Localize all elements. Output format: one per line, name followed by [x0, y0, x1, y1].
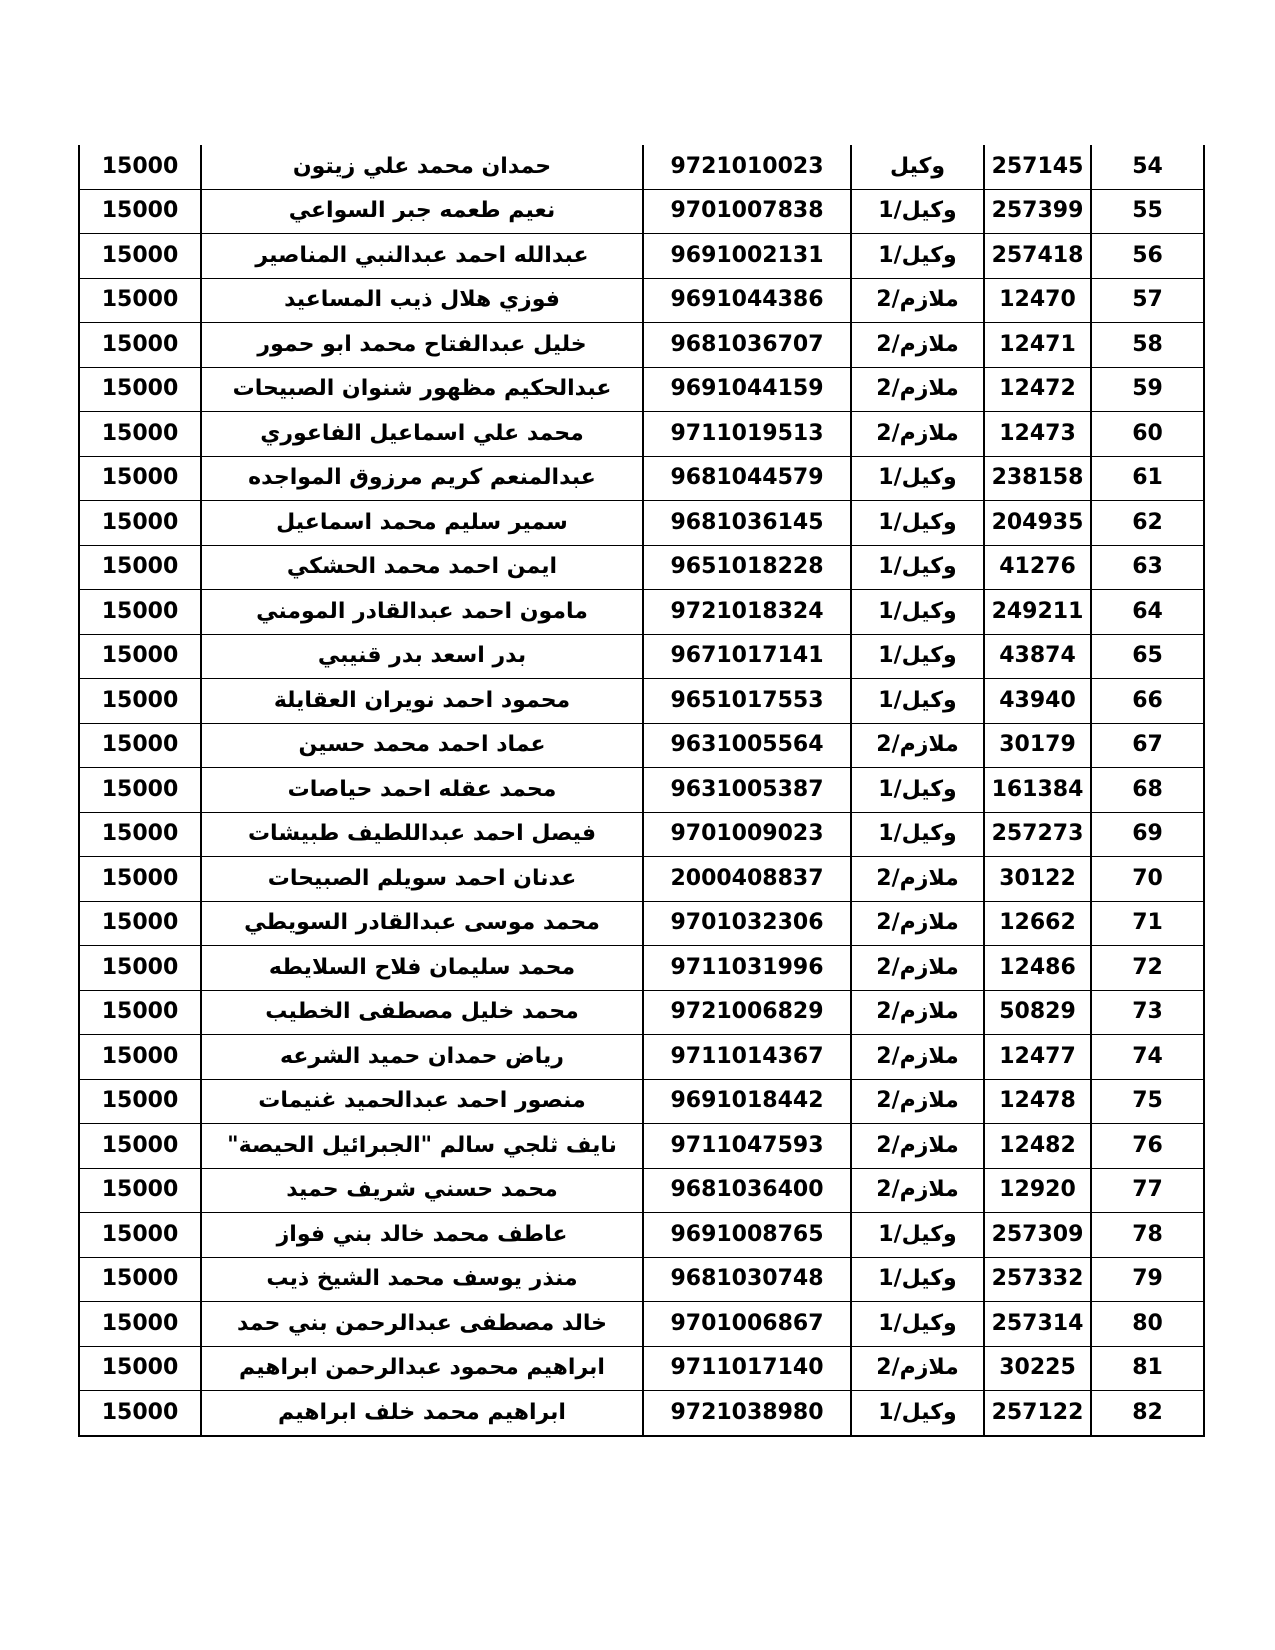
- name-cell: فوزي هلال ذيب المساعيد: [201, 278, 643, 323]
- national-id-cell: 9701009023: [643, 812, 851, 857]
- amount-cell: 15000: [79, 768, 201, 813]
- sequence-number-cell: 70: [1091, 857, 1204, 902]
- national-id-cell: 9651017553: [643, 679, 851, 724]
- national-id-cell: 9681036145: [643, 501, 851, 546]
- national-id-cell: 9691018442: [643, 1079, 851, 1124]
- amount-cell: 15000: [79, 1035, 201, 1080]
- national-id-cell: 9681030748: [643, 1257, 851, 1302]
- amount-cell: 15000: [79, 1079, 201, 1124]
- table-row: [79, 1257, 1204, 1302]
- name-cell: منذر يوسف محمد الشيخ ذيب: [201, 1257, 643, 1302]
- table-row: [79, 946, 1204, 991]
- rank-cell: وكيل/1: [851, 590, 984, 635]
- rank-cell: ملازم/2: [851, 412, 984, 457]
- amount-cell: 15000: [79, 946, 201, 991]
- name-cell: محمد سليمان فلاح السلايطه: [201, 946, 643, 991]
- table-row: [79, 901, 1204, 946]
- name-cell: نعيم طعمه جبر السواعي: [201, 189, 643, 234]
- table-row: [79, 145, 1204, 189]
- amount-cell: 15000: [79, 1124, 201, 1169]
- rank-cell: ملازم/2: [851, 990, 984, 1035]
- sequence-number-cell: 66: [1091, 679, 1204, 724]
- name-cell: عبدالله احمد عبدالنبي المناصير: [201, 234, 643, 279]
- amount-cell: 15000: [79, 634, 201, 679]
- rank-cell: ملازم/2: [851, 1035, 984, 1080]
- military-number-cell: 204935: [984, 501, 1091, 546]
- national-id-cell: 9691044159: [643, 367, 851, 412]
- national-id-cell: 9691044386: [643, 278, 851, 323]
- table-row: [79, 990, 1204, 1035]
- table-row: [79, 278, 1204, 323]
- military-number-cell: 249211: [984, 590, 1091, 635]
- amount-cell: 15000: [79, 545, 201, 590]
- military-number-cell: 12473: [984, 412, 1091, 457]
- national-id-cell: 9711014367: [643, 1035, 851, 1080]
- amount-cell: 15000: [79, 1391, 201, 1436]
- table-row: [79, 456, 1204, 501]
- military-number-cell: 257332: [984, 1257, 1091, 1302]
- national-id-cell: 9701006867: [643, 1302, 851, 1347]
- rank-cell: وكيل/1: [851, 234, 984, 279]
- military-number-cell: 12920: [984, 1168, 1091, 1213]
- name-cell: نايف ثلجي سالم "الجبرائيل الحيصة": [201, 1124, 643, 1169]
- rank-cell: ملازم/2: [851, 323, 984, 368]
- rank-cell: وكيل/1: [851, 768, 984, 813]
- table-row: [79, 679, 1204, 724]
- table-row: [79, 590, 1204, 635]
- military-number-cell: 43940: [984, 679, 1091, 724]
- amount-cell: 15000: [79, 189, 201, 234]
- table-row: [79, 1391, 1204, 1436]
- amount-cell: 15000: [79, 234, 201, 279]
- table-row: [79, 1035, 1204, 1080]
- table-row: [79, 857, 1204, 902]
- name-cell: عبدالحكيم مظهور شنوان الصبيحات: [201, 367, 643, 412]
- amount-cell: 15000: [79, 145, 201, 189]
- sequence-number-cell: 77: [1091, 1168, 1204, 1213]
- military-number-cell: 30122: [984, 857, 1091, 902]
- table-row: [79, 367, 1204, 412]
- amount-cell: 15000: [79, 1213, 201, 1258]
- sequence-number-cell: 78: [1091, 1213, 1204, 1258]
- military-number-cell: 257399: [984, 189, 1091, 234]
- name-cell: خليل عبدالفتاح محمد ابو حمور: [201, 323, 643, 368]
- rank-cell: وكيل/1: [851, 1302, 984, 1347]
- table-row: [79, 323, 1204, 368]
- sequence-number-cell: 72: [1091, 946, 1204, 991]
- name-cell: محمود احمد نويران العقايلة: [201, 679, 643, 724]
- military-number-cell: 43874: [984, 634, 1091, 679]
- rank-cell: ملازم/2: [851, 901, 984, 946]
- amount-cell: 15000: [79, 501, 201, 546]
- military-number-cell: 238158: [984, 456, 1091, 501]
- amount-cell: 15000: [79, 456, 201, 501]
- amount-cell: 15000: [79, 679, 201, 724]
- rank-cell: ملازم/2: [851, 1079, 984, 1124]
- amount-cell: 15000: [79, 278, 201, 323]
- military-number-cell: 12470: [984, 278, 1091, 323]
- rank-cell: وكيل/1: [851, 812, 984, 857]
- military-number-cell: 12662: [984, 901, 1091, 946]
- military-number-cell: 12478: [984, 1079, 1091, 1124]
- name-cell: سمير سليم محمد اسماعيل: [201, 501, 643, 546]
- name-cell: عماد احمد محمد حسين: [201, 723, 643, 768]
- sequence-number-cell: 54: [1091, 145, 1204, 189]
- amount-cell: 15000: [79, 590, 201, 635]
- sequence-number-cell: 74: [1091, 1035, 1204, 1080]
- rank-cell: وكيل/1: [851, 1213, 984, 1258]
- military-number-cell: 257145: [984, 145, 1091, 189]
- sequence-number-cell: 79: [1091, 1257, 1204, 1302]
- sequence-number-cell: 71: [1091, 901, 1204, 946]
- name-cell: خالد مصطفى عبدالرحمن بني حمد: [201, 1302, 643, 1347]
- amount-cell: 15000: [79, 990, 201, 1035]
- rank-cell: ملازم/2: [851, 1124, 984, 1169]
- sequence-number-cell: 56: [1091, 234, 1204, 279]
- table-row: [79, 1124, 1204, 1169]
- military-number-cell: 257309: [984, 1213, 1091, 1258]
- table-row: [79, 501, 1204, 546]
- sequence-number-cell: 76: [1091, 1124, 1204, 1169]
- sequence-number-cell: 63: [1091, 545, 1204, 590]
- amount-cell: 15000: [79, 857, 201, 902]
- amount-cell: 15000: [79, 367, 201, 412]
- national-id-cell: 9691008765: [643, 1213, 851, 1258]
- rank-cell: وكيل/1: [851, 501, 984, 546]
- national-id-cell: 9711017140: [643, 1346, 851, 1391]
- national-id-cell: 9711031996: [643, 946, 851, 991]
- name-cell: محمد علي اسماعيل الفاعوري: [201, 412, 643, 457]
- rank-cell: وكيل/1: [851, 189, 984, 234]
- military-number-cell: 41276: [984, 545, 1091, 590]
- national-id-cell: 9631005564: [643, 723, 851, 768]
- rank-cell: وكيل/1: [851, 634, 984, 679]
- amount-cell: 15000: [79, 723, 201, 768]
- amount-cell: 15000: [79, 1346, 201, 1391]
- national-id-cell: 9721006829: [643, 990, 851, 1035]
- rank-cell: ملازم/2: [851, 946, 984, 991]
- rank-cell: ملازم/2: [851, 1346, 984, 1391]
- military-number-cell: 257273: [984, 812, 1091, 857]
- national-id-cell: 9681036400: [643, 1168, 851, 1213]
- national-id-cell: 9701032306: [643, 901, 851, 946]
- name-cell: محمد حسني شريف حميد: [201, 1168, 643, 1213]
- table-row: [79, 723, 1204, 768]
- military-number-cell: 12482: [984, 1124, 1091, 1169]
- rank-cell: وكيل/1: [851, 456, 984, 501]
- name-cell: عدنان احمد سويلم الصبيحات: [201, 857, 643, 902]
- name-cell: محمد عقله احمد حياصات: [201, 768, 643, 813]
- name-cell: ابراهيم محمود عبدالرحمن ابراهيم: [201, 1346, 643, 1391]
- rank-cell: ملازم/2: [851, 857, 984, 902]
- sequence-number-cell: 80: [1091, 1302, 1204, 1347]
- national-id-cell: 9721018324: [643, 590, 851, 635]
- military-number-cell: 161384: [984, 768, 1091, 813]
- name-cell: محمد خليل مصطفى الخطيب: [201, 990, 643, 1035]
- sequence-number-cell: 61: [1091, 456, 1204, 501]
- rank-cell: وكيل/1: [851, 679, 984, 724]
- national-id-cell: 9681044579: [643, 456, 851, 501]
- national-id-cell: 9651018228: [643, 545, 851, 590]
- roster-table: [78, 145, 1205, 1437]
- amount-cell: 15000: [79, 1257, 201, 1302]
- rank-cell: وكيل: [851, 145, 984, 189]
- table-row: [79, 189, 1204, 234]
- name-cell: مامون احمد عبدالقادر المومني: [201, 590, 643, 635]
- rank-cell: ملازم/2: [851, 367, 984, 412]
- name-cell: عاطف محمد خالد بني فواز: [201, 1213, 643, 1258]
- national-id-cell: 9721010023: [643, 145, 851, 189]
- rank-cell: ملازم/2: [851, 1168, 984, 1213]
- national-id-cell: 9631005387: [643, 768, 851, 813]
- table-row: [79, 1302, 1204, 1347]
- table-row: [79, 1079, 1204, 1124]
- sequence-number-cell: 57: [1091, 278, 1204, 323]
- sequence-number-cell: 65: [1091, 634, 1204, 679]
- national-id-cell: 9711047593: [643, 1124, 851, 1169]
- military-number-cell: 12471: [984, 323, 1091, 368]
- name-cell: ابراهيم محمد خلف ابراهيم: [201, 1391, 643, 1436]
- rank-cell: وكيل/1: [851, 545, 984, 590]
- national-id-cell: 9711019513: [643, 412, 851, 457]
- sequence-number-cell: 55: [1091, 189, 1204, 234]
- sequence-number-cell: 58: [1091, 323, 1204, 368]
- national-id-cell: 9701007838: [643, 189, 851, 234]
- sequence-number-cell: 60: [1091, 412, 1204, 457]
- name-cell: رياض حمدان حميد الشرعه: [201, 1035, 643, 1080]
- military-number-cell: 12486: [984, 946, 1091, 991]
- table-row: [79, 812, 1204, 857]
- military-number-cell: 30225: [984, 1346, 1091, 1391]
- national-id-cell: 2000408837: [643, 857, 851, 902]
- national-id-cell: 9681036707: [643, 323, 851, 368]
- name-cell: بدر اسعد بدر قنيبي: [201, 634, 643, 679]
- military-number-cell: 257418: [984, 234, 1091, 279]
- amount-cell: 15000: [79, 1302, 201, 1347]
- military-number-cell: 50829: [984, 990, 1091, 1035]
- sequence-number-cell: 68: [1091, 768, 1204, 813]
- sequence-number-cell: 81: [1091, 1346, 1204, 1391]
- sequence-number-cell: 62: [1091, 501, 1204, 546]
- name-cell: حمدان محمد علي زيتون: [201, 145, 643, 189]
- amount-cell: 15000: [79, 412, 201, 457]
- rank-cell: ملازم/2: [851, 278, 984, 323]
- military-number-cell: 257122: [984, 1391, 1091, 1436]
- sequence-number-cell: 75: [1091, 1079, 1204, 1124]
- sequence-number-cell: 73: [1091, 990, 1204, 1035]
- table-row: [79, 768, 1204, 813]
- amount-cell: 15000: [79, 1168, 201, 1213]
- national-id-cell: 9691002131: [643, 234, 851, 279]
- military-number-cell: 12472: [984, 367, 1091, 412]
- table-row: [79, 1168, 1204, 1213]
- name-cell: عبدالمنعم كريم مرزوق المواجده: [201, 456, 643, 501]
- table-row: [79, 234, 1204, 279]
- table-row: [79, 1346, 1204, 1391]
- name-cell: فيصل احمد عبداللطيف طبيشات: [201, 812, 643, 857]
- national-id-cell: 9671017141: [643, 634, 851, 679]
- amount-cell: 15000: [79, 901, 201, 946]
- military-number-cell: 30179: [984, 723, 1091, 768]
- national-id-cell: 9721038980: [643, 1391, 851, 1436]
- table-row: [79, 634, 1204, 679]
- amount-cell: 15000: [79, 323, 201, 368]
- table-row: [79, 1213, 1204, 1258]
- rank-cell: وكيل/1: [851, 1391, 984, 1436]
- roster-table-body: [79, 145, 1204, 1436]
- sequence-number-cell: 69: [1091, 812, 1204, 857]
- sequence-number-cell: 59: [1091, 367, 1204, 412]
- name-cell: ايمن احمد محمد الحشكي: [201, 545, 643, 590]
- sequence-number-cell: 67: [1091, 723, 1204, 768]
- rank-cell: وكيل/1: [851, 1257, 984, 1302]
- name-cell: محمد موسى عبدالقادر السويطي: [201, 901, 643, 946]
- table-row: [79, 412, 1204, 457]
- sequence-number-cell: 82: [1091, 1391, 1204, 1436]
- sequence-number-cell: 64: [1091, 590, 1204, 635]
- rank-cell: ملازم/2: [851, 723, 984, 768]
- table-row: [79, 545, 1204, 590]
- amount-cell: 15000: [79, 812, 201, 857]
- name-cell: منصور احمد عبدالحميد غنيمات: [201, 1079, 643, 1124]
- military-number-cell: 12477: [984, 1035, 1091, 1080]
- military-number-cell: 257314: [984, 1302, 1091, 1347]
